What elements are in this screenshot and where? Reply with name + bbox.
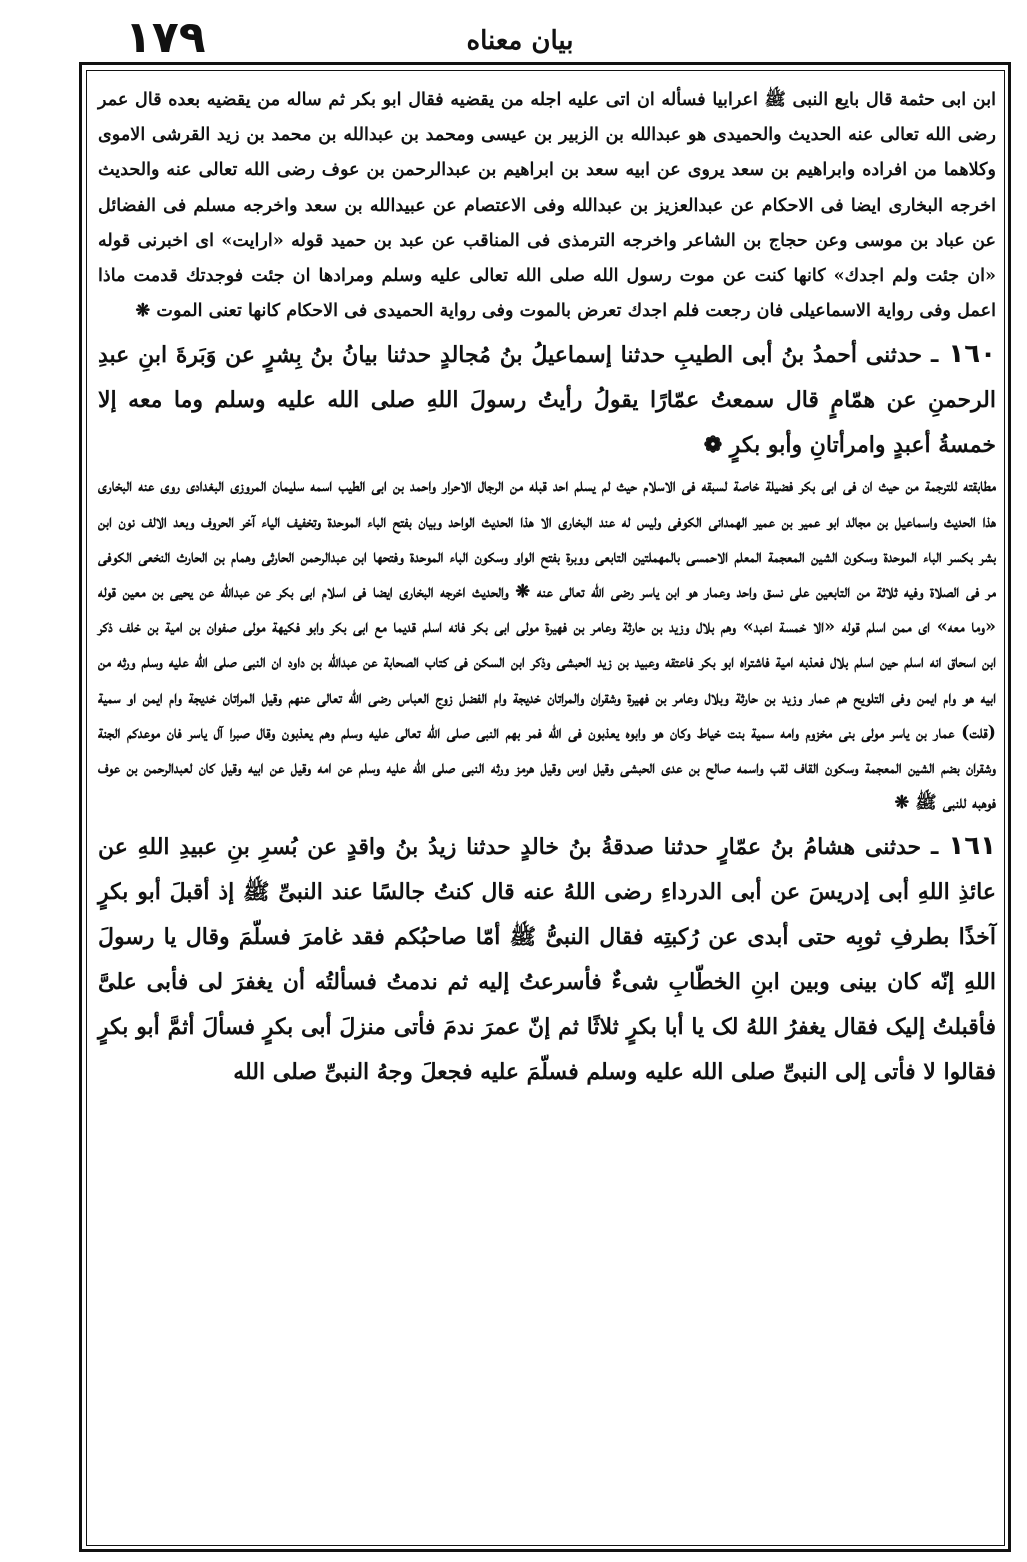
hadith-161 <box>98 824 996 1095</box>
hadith-160 <box>98 332 996 468</box>
hadith-number-dash: ـ <box>921 835 939 861</box>
commentary-paragraph: مطابقته للترجمة من حيث ان فی ابی بكر فضيلة خاصة لسبقه فی الاسلام حيث لم يسلم احد قبله من الرجال الاحرار واحمد بن ابی الطيب اسمه سليمان المروزی البغدادی روی عنه البخاری هذا الحديث واسماعيل بن مجالد ابو عمير بن عمير الهمدانی الكوفی وليس له عند البخاری الا هذا الحديث الواحد وبيان بفتح الباء الموحدة وتخفيف الياء آخر الحروف وبعد الالف نون ابن بشر بكسر الباء الموحدة وسكون الشين المعجمة المعلم الاحمسی بالمهملتين التابعی ووبرة بفتح الواو وسكون الباء الموحدة وفتحها ابن عبدالرحمن الحارثی وهمام بن الحارث النخعی الكوفی مر فی الصلاة وفيه ثلاثة من التابعين علی نسق واحد وعمار هو ابن ياسر رضی الله تعالی عنه ❋ والحديث اخرجه البخاری ايضا فی اسلام ابی بكر عن عبدالله عن يحيی بن معين قوله «وما معه» ای ممن اسلم قوله «الا خمسة اعبد» وهم بلال وزيد بن حارثة وعامر بن فهيرة مولی ابی بكر فانه اسلم قديما مع ابی بكر وابو فكيهة مولی صفوان بن امية بن خلف ذكر ابن اسحاق انه اسلم حين اسلم بلال فعذبه امية فاشتراه ابو بكر فاعتقه وعبيد بن زيد الحبشی وذكر ابن السكن فی كتاب الصحابة عن عبدالله بن داود ان النبی صلی الله عليه وسلم ورثه من ابيه هو وام ايمن وفی التلويح هم عمار وزيد بن حارثة وبلال وعامر بن فهيرة وشقران والمراتان خديجة وام الفضل زوج العباس رضی الله تعالی عنهم وقيل المراتان خديجة وام ايمن او سمية (قلت) عمار بن ياسر مولی بنی مخزوم وامه سمية بنت خياط وكان هو وابوه يعذبون فی الله فمر بهم النبی صلی الله تعالی عليه وسلم وهم يعذبون وقال صبرا آل ياسر فان موعدكم الجنة وشقران بضم الشين المعجمة وسكون القاف لقب واسمه صالح بن عدی الحبشی وقيل اوس وقيل هرمز ورثه النبی صلی الله عليه وسلم عن امه وقيل عن ابيه وقيل كان لعبدالرحمن بن عوف فوهبه للنبی ﷺ ❋ <box>98 475 996 814</box>
page-number: ١٧٩ <box>125 12 206 63</box>
running-header: بيان معناه <box>466 26 574 56</box>
hadith-number: ١٦١ <box>948 831 996 862</box>
page-body <box>98 82 996 1095</box>
hadith-text: حدثنی أحمدُ بنُ أبی الطیبِ حدثنا إسماعیلُ بنُ مُجالدٍ حدثنا بیانُ بنُ بِشرٍ عن وَبَرةَ ابنِ عبدِ الرحمنِ عن همّامٍ قال سمعتُ عمّارًا یقولُ رأیتُ رسولَ اللهِ صلی الله علیه وسلم وما معه إلا خمسةُ أعبدٍ وامرأتانِ وأبو بکرٍ ❁ <box>98 342 996 459</box>
commentary-paragraph: ابن ابی حثمة قال بايع النبی ﷺ اعرابيا فسأله ان اتی عليه اجله من يقضيه فقال ابو بكر ثم ساله من يقضيه بعده قال عمر رضی الله تعالی عنه الحديث والحميدی هو عبدالله بن الزبير بن عيسی ومحمد بن عبدالله بن محمد بن زيد القرشی الاموی وكلاهما من افراده وابراهيم بن سعد يروی عن ابيه سعد بن ابراهيم بن عبدالرحمن بن عوف رضی الله تعالی عنه والحديث اخرجه البخاری ايضا فی الاحكام عن عبدالعزيز بن عبدالله وفی الاعتصام عن عبيدالله بن سعد واخرجه مسلم فی الفضائل عن عباد بن موسی وعن حجاج بن الشاعر واخرجه الترمذی فی المناقب عن عبد بن حميد قوله «ارايت» ای اخبرنی قوله «ان جئت ولم اجدك» كانها كنت عن موت رسول الله صلی الله تعالی عليه وسلم ومرادها ان جئت فوجدتك قدمت ماذا اعمل وفی رواية الاسماعيلی فان رجعت فلم اجدك تعرض بالموت وفی رواية الحميدی فی الاحكام كانها تعنی الموت ❋ <box>98 89 996 322</box>
hadith-text: حدثنی هشامُ بنُ عمّارٍ حدثنا صدقةُ بنُ خالدٍ حدثنا زیدُ بنُ واقدٍ عن بُسرِ بنِ عبیدِ اللهِ عن عائذِ اللهِ أبی إدریسَ عن أبی الدرداءِ رضی اللهُ عنه قال کنتُ جالسًا عند النبیِّ ﷺ إذ أقبلَ أبو بکرٍ آخذًا بطرفِ ثوبِه حتی أبدی عن رُکبتِه فقال النبیُّ ﷺ أمّا صاحبُکم فقد غامرَ فسلّمَ وقال یا رسولَ اللهِ إنّه کان بینی وبین ابنِ الخطّابِ شیءٌ فأسرعتُ إلیه ثم ندمتُ فسألتُه أن یغفرَ لی فأبی علیَّ فأقبلتُ إلیک فقال یغفرُ اللهُ لک یا أبا بکرٍ ثلاثًا ثم إنّ عمرَ ندمَ فأتی منزلَ أبی بکرٍ فسألَ أثمَّ أبو بکرٍ فقالوا لا فأتی إلی النبیِّ صلی الله علیه وسلم فسلّمَ علیه فجعلَ وجهُ النبیِّ صلی الله <box>98 834 996 1086</box>
hadith-number-dash: ـ <box>922 343 939 369</box>
hadith-number: ١٦٠ <box>948 339 996 370</box>
